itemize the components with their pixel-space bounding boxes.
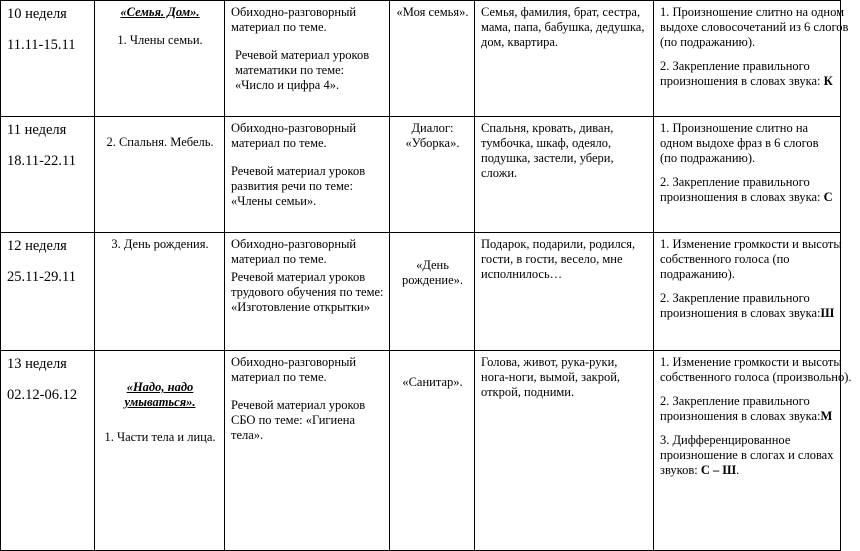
tasks-cell — [654, 1, 849, 117]
task-3 — [660, 433, 860, 478]
vocabulary-words: Подарок, подарили, родился, гости, в гости, весело, мне исполнилось… — [481, 237, 636, 281]
material-cell — [225, 351, 390, 551]
topic-cell — [95, 351, 225, 551]
material-lesson: Речевой материал уроков развития речи по теме: «Члены семьи». — [231, 164, 366, 208]
material-cell — [225, 1, 390, 117]
dialog-title: «День рождение». — [401, 257, 464, 287]
material-conversational: Обиходно-разговорный материал по теме. — [231, 121, 357, 150]
material-conversational: Обиходно-разговорный материал по теме. — [231, 237, 357, 266]
week-dates: 18.11-22.11 — [7, 153, 77, 169]
task-2 — [660, 394, 860, 424]
vocabulary-words: Семья, фамилия, брат, сестра, мама, папа, бабушка, дедушка, дом, квартира. — [481, 5, 645, 49]
task-3-text: 3. Дифференцированное произношение в слогах и словах звуков: — [660, 433, 834, 477]
tasks-cell — [654, 351, 852, 551]
task-2-text: 2. Закрепление правильного произношения в словах звука: — [660, 59, 821, 88]
week-number: 11 неделя — [7, 122, 67, 138]
dialog-cell — [390, 117, 475, 233]
dialog-title: Диалог: «Уборка». — [405, 121, 460, 150]
task-3-end: . — [736, 463, 740, 477]
task-1: 1. Произношение слитно на одном выдохе словосочетаний из 6 слогов (по подражанию). — [660, 5, 849, 49]
week-dates: 02.12-06.12 — [7, 387, 78, 403]
table-row — [1, 117, 841, 233]
task-2 — [660, 59, 850, 89]
task-2-text: 2. Закрепление правильного произношения в словах звука: — [660, 175, 821, 204]
task-1: 1. Изменение громкости и высоты собственного голоса (произвольно). — [660, 355, 852, 384]
tasks-cell — [654, 233, 841, 351]
task-2-sound: Ш — [820, 306, 835, 320]
topic-title: «Семья. Дом». — [120, 5, 200, 19]
material-cell — [225, 117, 390, 233]
topic-cell — [95, 1, 225, 117]
topic-title: 3. День рождения. — [111, 237, 209, 251]
topic-cell — [95, 233, 225, 351]
task-1: 1. Изменение громкости и высоты собственного голоса (по подражанию). — [660, 237, 842, 281]
topic-title: «Надо, надо умываться». — [124, 380, 196, 409]
task-2-text: 2. Закрепление правильного произношения в словах звука: — [660, 291, 821, 320]
vocabulary-cell — [475, 351, 654, 551]
task-2-sound: К — [823, 74, 833, 88]
topic-title: 2. Спальня. Мебель. — [106, 135, 214, 149]
material-conversational: Обиходно-разговорный материал по теме. — [231, 355, 357, 384]
topic-subtitle: 1. Части тела и лица. — [104, 430, 216, 444]
task-2-text: 2. Закрепление правильного произношения в словах звука: — [660, 394, 821, 423]
dialog-title: «Моя семья». — [396, 5, 469, 19]
table-row — [1, 233, 841, 351]
table-row — [1, 1, 841, 117]
week-cell — [1, 117, 95, 233]
task-1: 1. Произношение слитно на одном выдохе фраз в 6 слогов (по подражанию). — [660, 121, 819, 165]
vocabulary-words: Голова, живот, рука-руки, нога-ноги, вымой, закрой, открой, подними. — [481, 355, 621, 399]
week-dates: 25.11-29.11 — [7, 269, 77, 285]
week-cell — [1, 233, 95, 351]
dialog-cell — [390, 351, 475, 551]
topic-cell — [95, 117, 225, 233]
week-number: 12 неделя — [7, 238, 67, 254]
vocabulary-cell — [475, 117, 654, 233]
dialog-title: «Санитар». — [402, 375, 463, 389]
task-2 — [660, 175, 850, 205]
task-3-sound: С – Ш — [700, 463, 737, 477]
material-lesson: Речевой материал уроков математики по теме: «Число и цифра 4». — [235, 48, 370, 92]
week-cell — [1, 1, 95, 117]
vocabulary-words: Спальня, кровать, диван, тумбочка, шкаф, одеяло, подушка, застели, убери, сложи. — [481, 121, 614, 180]
material-lesson: Речевой материал уроков трудового обучения по теме: «Изготовление открытки» — [231, 270, 384, 314]
task-2 — [660, 291, 860, 321]
week-dates: 11.11-15.11 — [7, 37, 76, 53]
vocabulary-cell — [475, 1, 654, 117]
week-cell — [1, 351, 95, 551]
table-row — [1, 351, 841, 551]
task-2-sound: С — [823, 190, 833, 204]
tasks-cell — [654, 117, 841, 233]
topic-subtitle: 1. Члены семьи. — [117, 33, 203, 47]
week-number: 13 неделя — [7, 356, 67, 372]
material-lesson: Речевой материал уроков СБО по теме: «Гигиена тела». — [231, 398, 366, 442]
week-number: 10 неделя — [7, 6, 67, 22]
material-cell — [225, 233, 390, 351]
task-2-sound: М — [820, 409, 833, 423]
material-conversational: Обиходно-разговорный материал по теме. — [231, 5, 357, 34]
vocabulary-cell — [475, 233, 654, 351]
dialog-cell — [390, 233, 475, 351]
dialog-cell — [390, 1, 475, 117]
